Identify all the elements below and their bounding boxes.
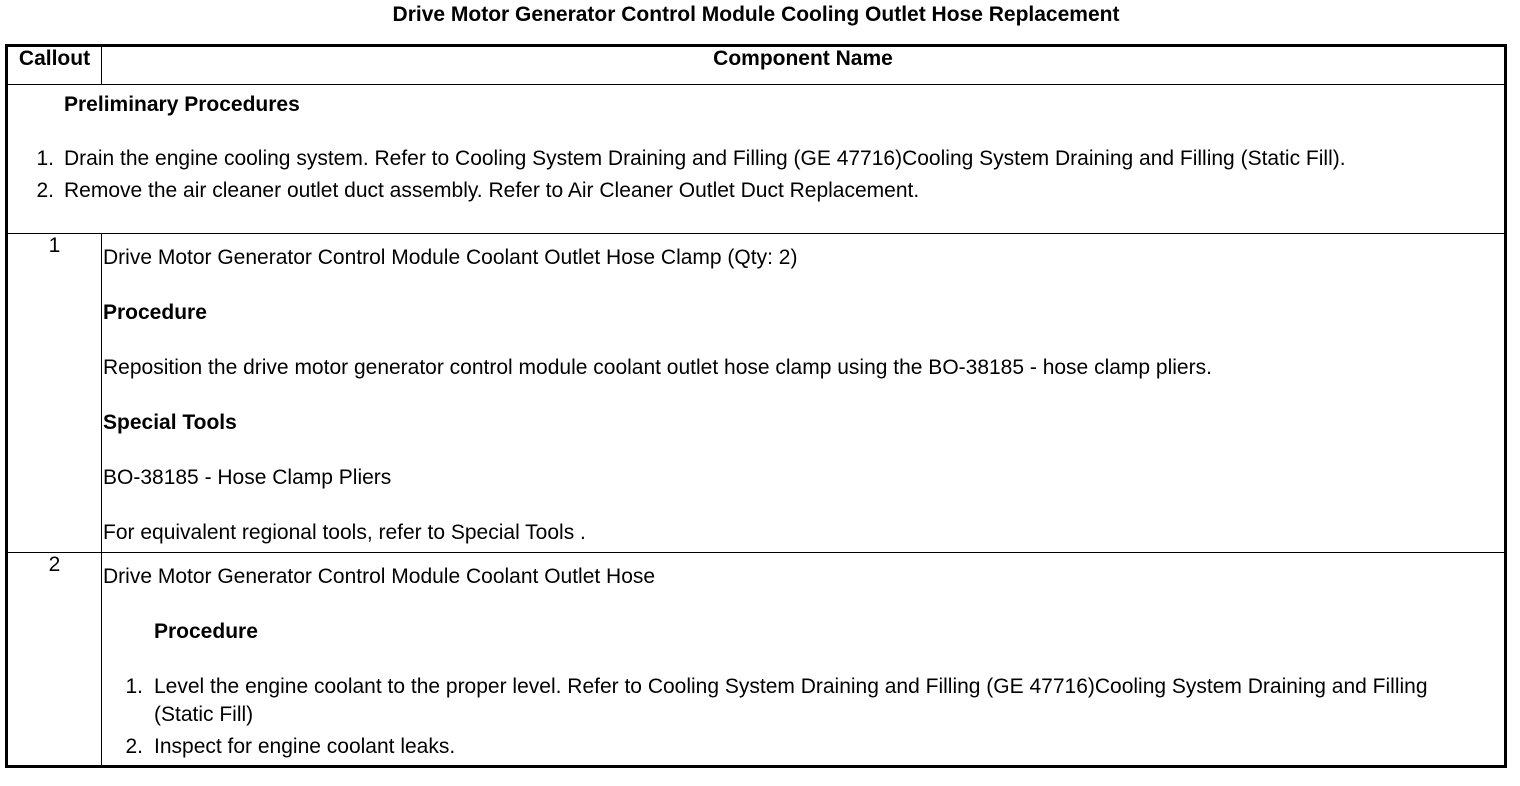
procedure-heading: Procedure [103, 301, 207, 324]
procedure-heading: Procedure [154, 620, 258, 643]
callout-number: 2 [7, 553, 102, 767]
special-tools-heading: Special Tools [103, 411, 237, 434]
step-text: Drain the engine cooling system. Refer to Cooling System Draining and Filling (GE 47716)Cooling System Draining and Filling (Static Fill). [64, 147, 1346, 170]
preliminary-row [7, 85, 1506, 234]
procedure-text: Reposition the drive motor generator control module coolant outlet hose clamp using the BO-38185 - hose clamp pliers. [103, 356, 1212, 379]
procedure-steps [103, 673, 1464, 761]
page-title: Drive Motor Generator Control Module Cooling Outlet Hose Replacement [392, 3, 1120, 26]
preliminary-heading: Preliminary Procedures [64, 93, 300, 116]
special-tools-note: For equivalent regional tools, refer to Special Tools . [103, 521, 586, 544]
preliminary-cell [7, 85, 1506, 234]
table-row [7, 234, 1506, 553]
component-cell [102, 553, 1506, 767]
callout-column-header: Callout [7, 46, 102, 85]
component-name-column-header: Component Name [102, 46, 1506, 85]
step-number: 2. [125, 735, 143, 758]
component-name: Drive Motor Generator Control Module Coolant Outlet Hose [103, 565, 656, 588]
step-number: 1. [125, 675, 143, 698]
step-text: Remove the air cleaner outlet duct assembly. Refer to Air Cleaner Outlet Duct Replacement. [64, 179, 920, 202]
component-name: Drive Motor Generator Control Module Coolant Outlet Hose Clamp (Qty: 2) [103, 246, 798, 269]
component-cell [102, 234, 1506, 553]
special-tool-item: BO-38185 - Hose Clamp Pliers [103, 466, 392, 489]
step-number: 1. [36, 147, 54, 170]
step-number: 2. [36, 179, 54, 202]
preliminary-step [8, 177, 1504, 205]
preliminary-steps [8, 145, 1504, 205]
table-row [7, 553, 1506, 767]
callout-number: 1 [7, 234, 102, 553]
preliminary-step [8, 145, 1504, 173]
procedure-table [5, 44, 1507, 768]
step-text: Level the engine coolant to the proper level. Refer to Cooling System Draining and Filling (GE 47716)Cooling System Draining and Filling (Static Fill) [154, 675, 1428, 726]
procedure-step [103, 673, 1464, 729]
step-text: Inspect for engine coolant leaks. [154, 735, 456, 758]
procedure-step [103, 733, 1464, 761]
header-row [7, 46, 1506, 85]
